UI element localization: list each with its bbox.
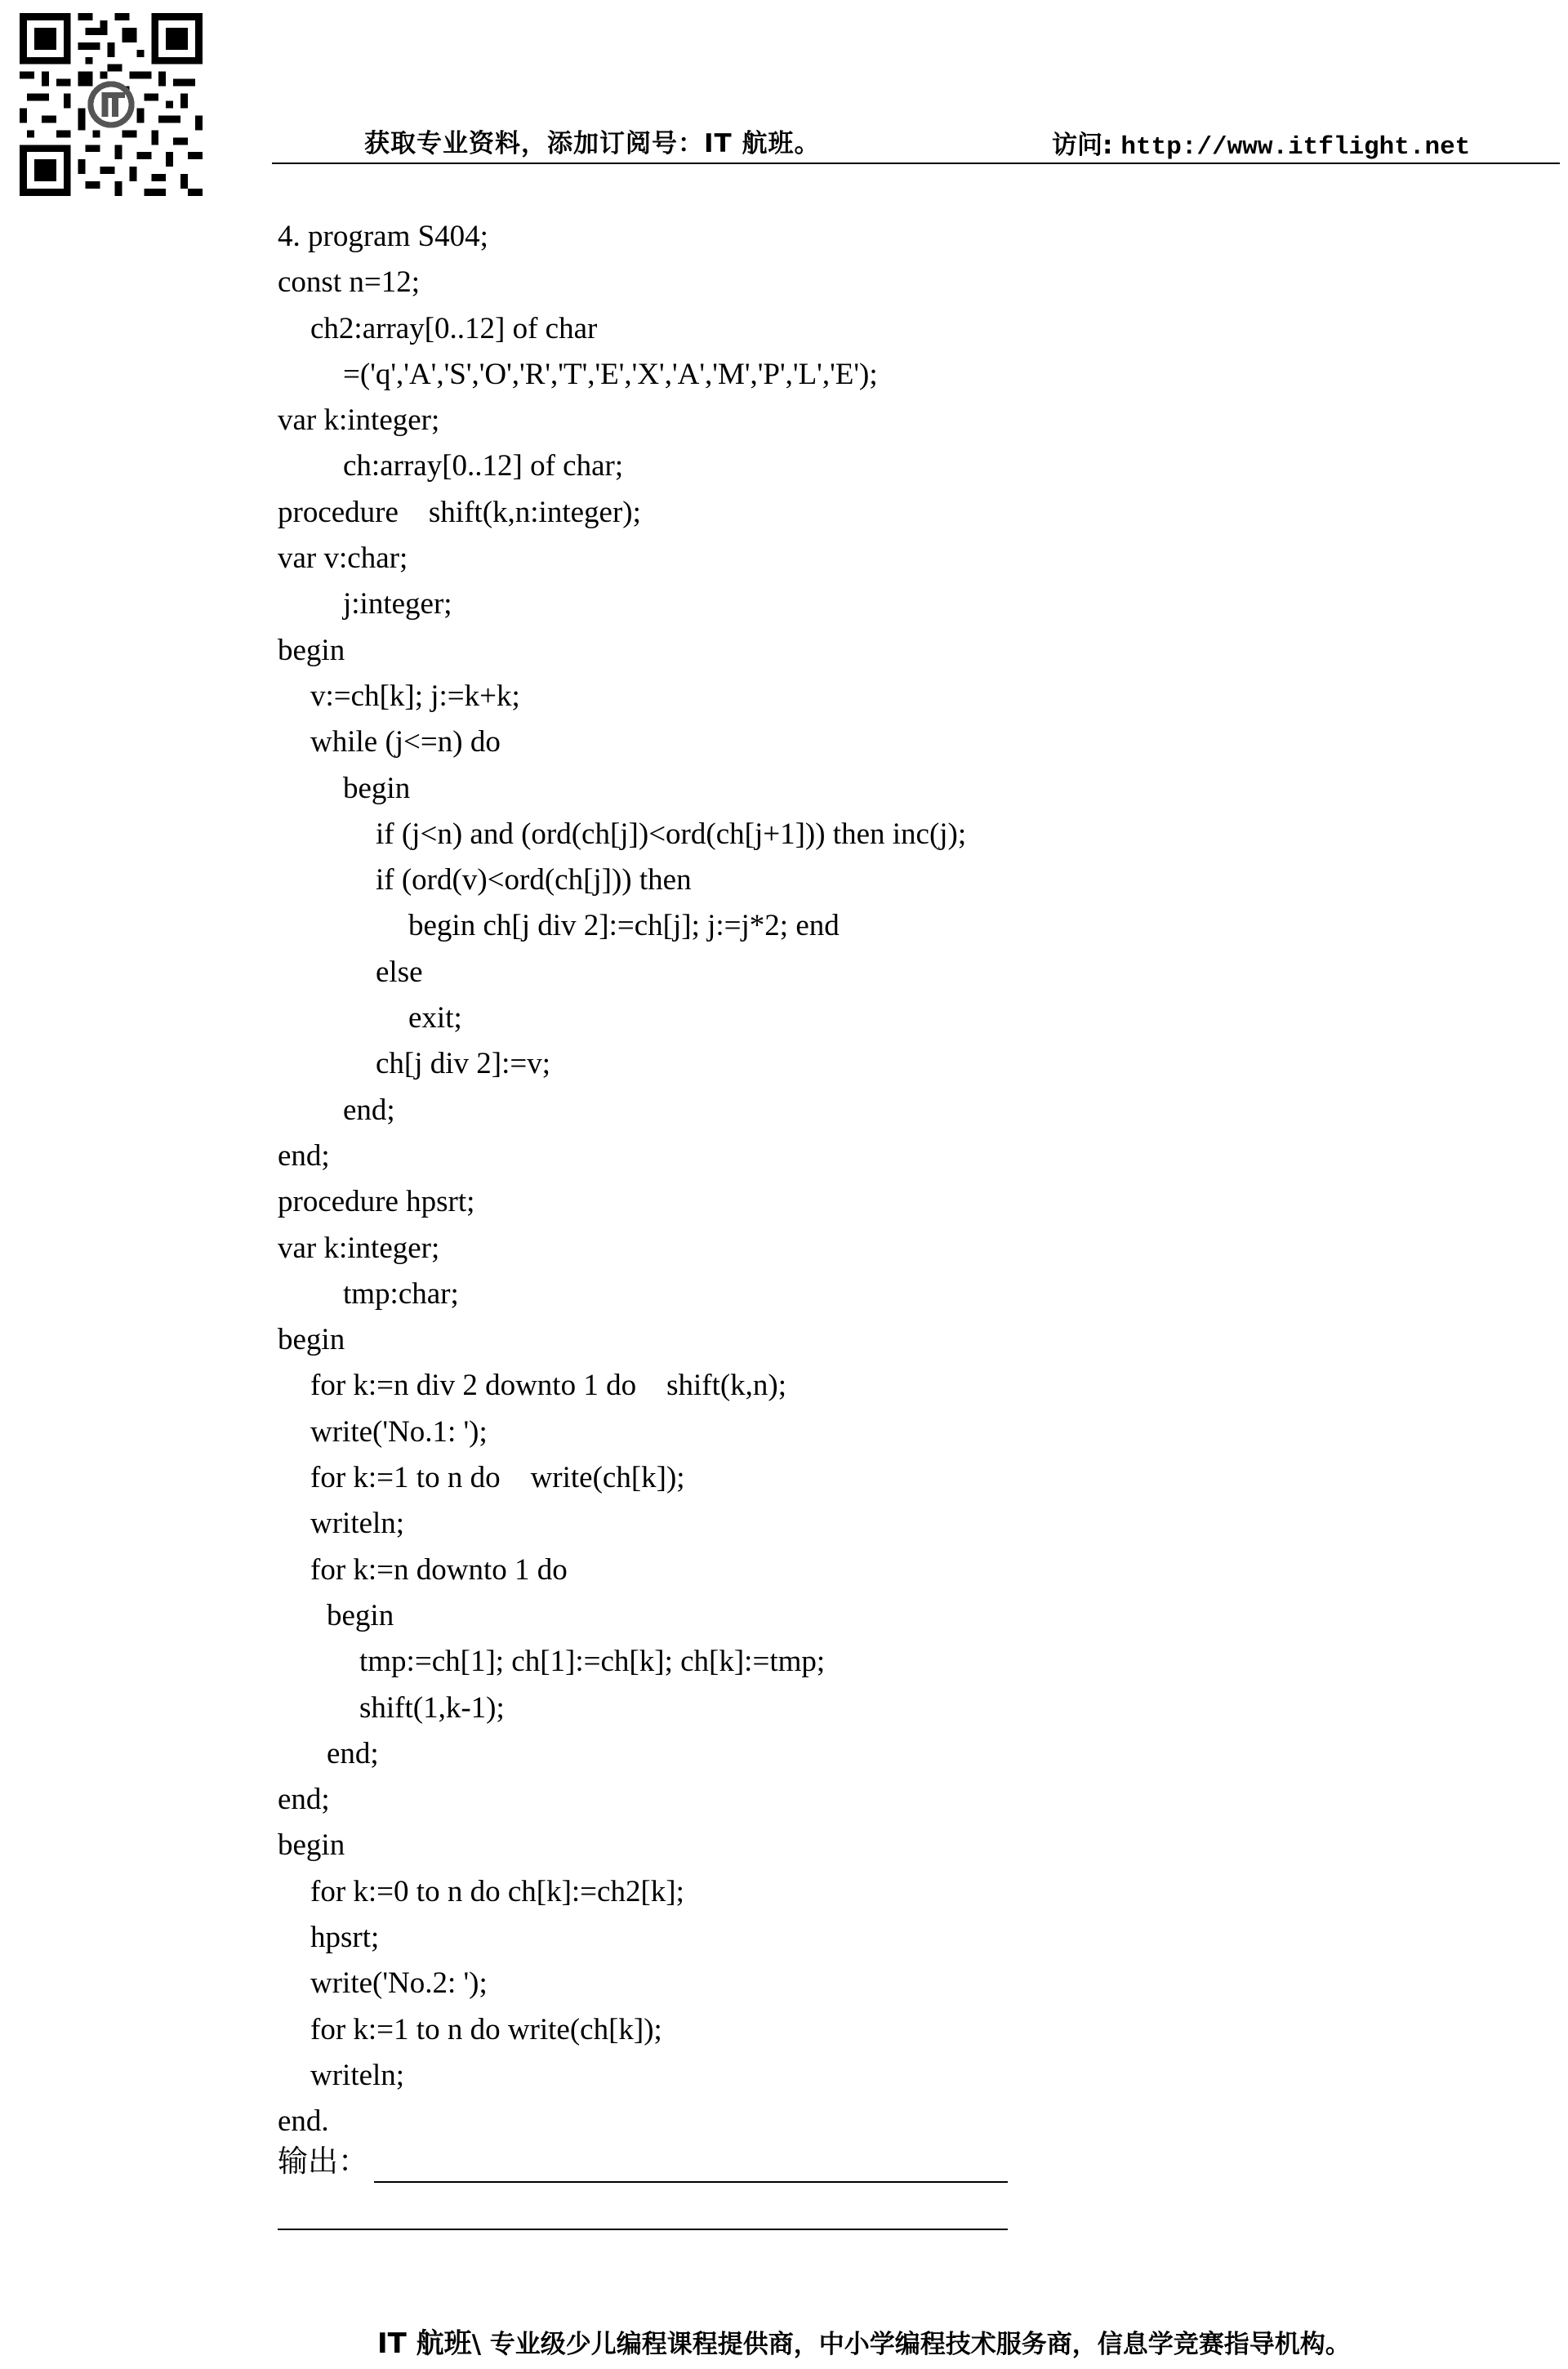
code-line: begin xyxy=(278,1828,345,1863)
answer-blank-line-1 xyxy=(374,2181,1008,2183)
footer xyxy=(377,2321,1351,2361)
code-line: exit; xyxy=(408,1001,462,1035)
code-line: var k:integer; xyxy=(278,403,440,438)
code-line: begin ch[j div 2]:=ch[j]; j:=j*2; end xyxy=(408,909,840,943)
code-line: writeln; xyxy=(310,1507,405,1541)
code-line: for k:=n downto 1 do xyxy=(310,1552,568,1587)
code-line: for k:=1 to n do write(ch[k]); xyxy=(310,2012,662,2046)
qr-code-image xyxy=(15,13,207,196)
code-line: ch2:array[0..12] of char xyxy=(310,311,598,345)
code-line: begin xyxy=(278,1323,345,1357)
answer-label: 输出： xyxy=(278,2145,368,2179)
code-line: end; xyxy=(343,1093,395,1127)
header-visit-label: 访问: xyxy=(1052,131,1113,160)
code-line: for k:=0 to n do ch[k]:=ch2[k]; xyxy=(310,1874,684,1908)
header-url-link[interactable]: http://www.itflight.net xyxy=(1120,133,1471,162)
code-line: const n=12; xyxy=(278,265,420,300)
code-line: j:integer; xyxy=(343,587,452,621)
header-subscription-text: 获取专业资料，添加订阅号：IT 航班。 xyxy=(364,129,821,158)
code-line: var v:char; xyxy=(278,541,408,576)
code-listing xyxy=(278,214,1503,2144)
code-line: procedure hpsrt; xyxy=(278,1185,475,1219)
code-line: tmp:=ch[1]; ch[1]:=ch[k]; ch[k]:=tmp; xyxy=(359,1645,826,1679)
footer-text: \ 专业级少儿编程课程提供商，中小学编程技术服务商，信息学竞赛指导机构。 xyxy=(471,2330,1351,2359)
header-visit xyxy=(1052,124,1470,162)
code-line: begin xyxy=(343,771,411,805)
code-line: if (ord(v)<ord(ch[j])) then xyxy=(376,863,692,897)
footer-brand: IT 航班 xyxy=(377,2327,472,2360)
code-line: shift(1,k-1); xyxy=(359,1690,505,1725)
code-line: v:=ch[k]; j:=k+k; xyxy=(310,679,520,713)
code-line: =('q','A','S','O','R','T','E','X','A','M','P','L','E'); xyxy=(343,357,878,391)
code-line: procedure shift(k,n:integer); xyxy=(278,495,641,529)
answer-blank-line-2 xyxy=(278,2229,1008,2230)
code-line: write('No.2: '); xyxy=(310,1966,488,2001)
code-line: 4. program S404; xyxy=(278,220,488,253)
code-line: write('No.1: '); xyxy=(310,1414,488,1449)
code-line: end. xyxy=(278,2104,329,2139)
header-divider xyxy=(272,163,1560,164)
code-line: var k:integer; xyxy=(278,1231,440,1265)
code-line: else xyxy=(376,955,423,989)
code-line: writeln; xyxy=(310,2058,405,2092)
code-line: while (j<=n) do xyxy=(310,725,501,759)
code-line: tmp:char; xyxy=(343,1276,459,1311)
code-line: end; xyxy=(327,1736,379,1770)
code-line: ch:array[0..12] of char; xyxy=(343,449,624,483)
code-line: for k:=n div 2 downto 1 do shift(k,n); xyxy=(310,1369,787,1403)
code-line: begin xyxy=(278,633,345,667)
code-line: hpsrt; xyxy=(310,1920,380,1954)
code-line: if (j<n) and (ord(ch[j])<ord(ch[j+1])) then inc(j); xyxy=(376,817,967,851)
code-line: end; xyxy=(278,1783,330,1817)
code-line: for k:=1 to n do write(ch[k]); xyxy=(310,1461,685,1495)
code-line: begin xyxy=(327,1598,394,1632)
code-line: ch[j div 2]:=v; xyxy=(376,1047,551,1081)
code-line: end; xyxy=(278,1138,330,1173)
